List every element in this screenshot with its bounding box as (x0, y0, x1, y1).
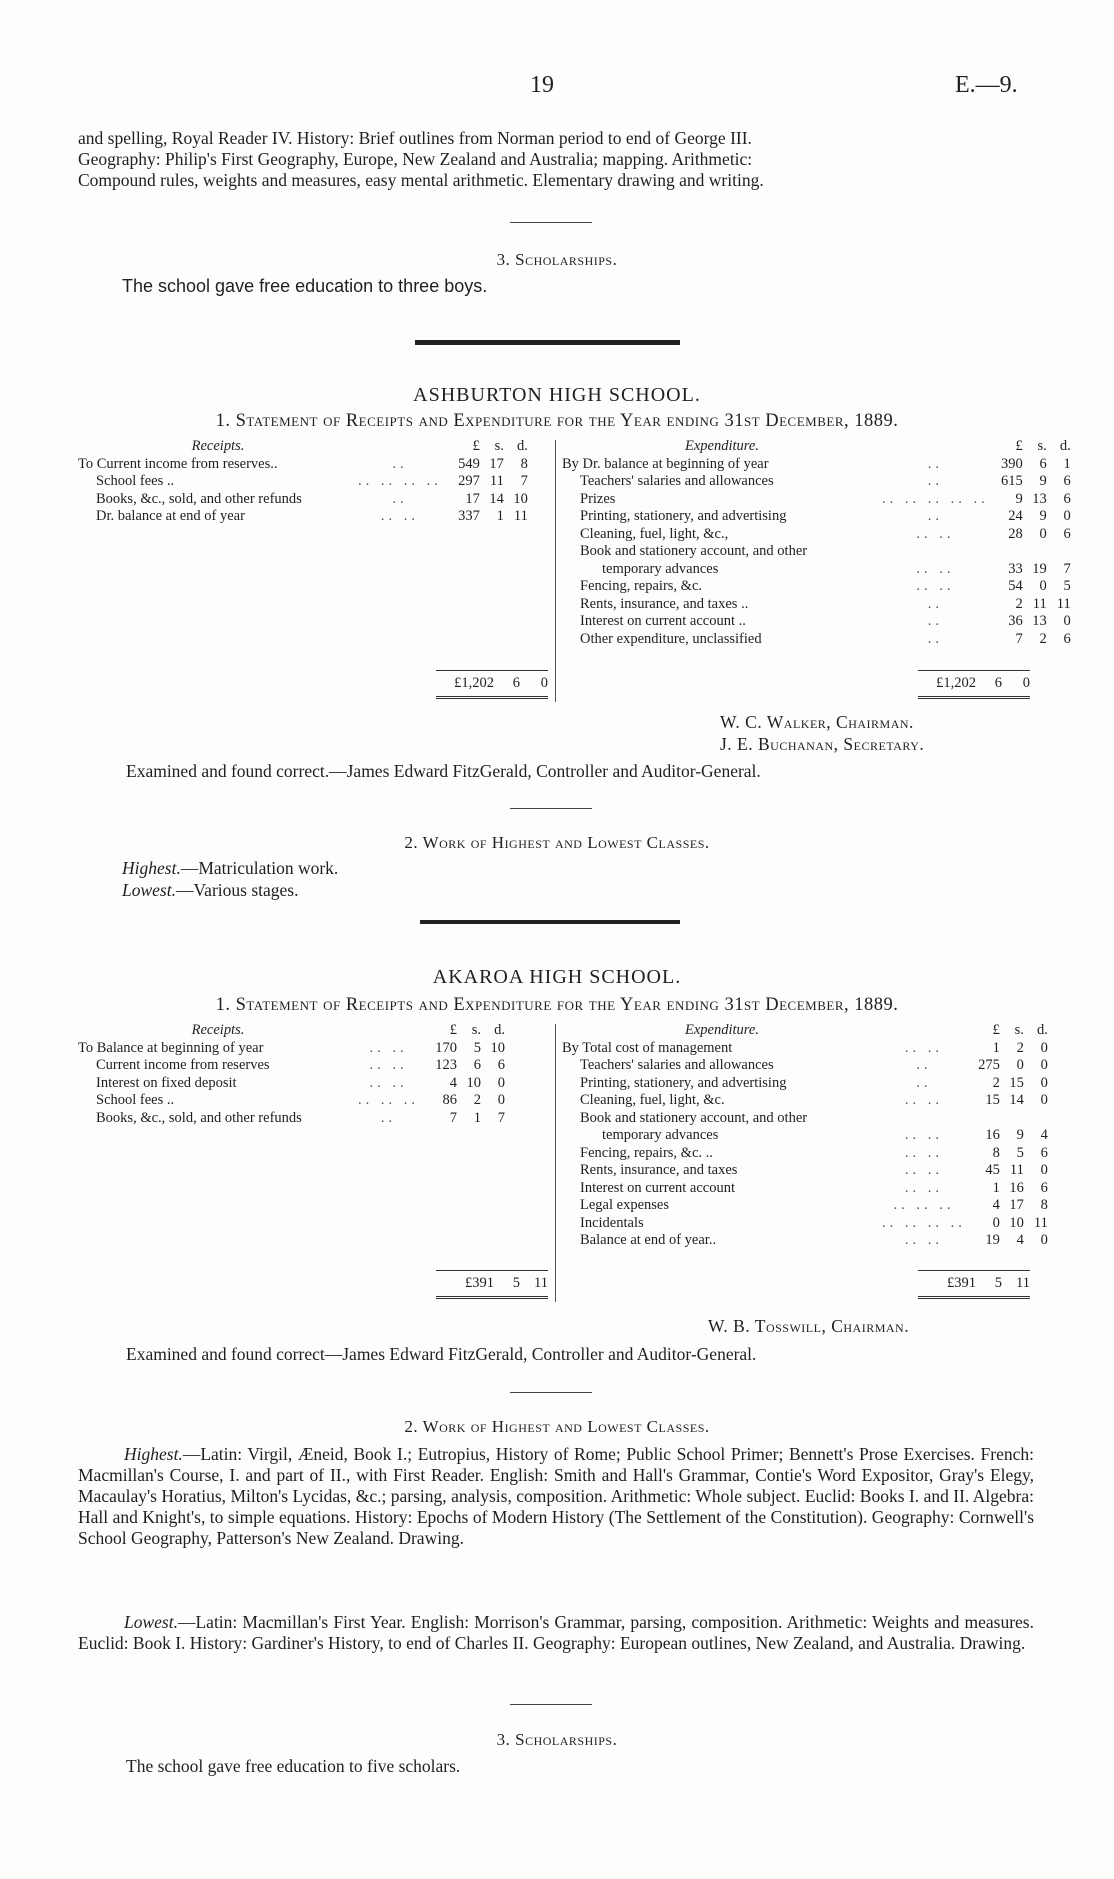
table-row: Teachers' salaries and allowances .. 275 0 0 (580, 1057, 1048, 1073)
table-row: Printing, stationery, and advertising .. 24 9 0 (580, 508, 1071, 524)
table-row: Interest on current account .. .. 36 13 0 (580, 613, 1071, 629)
work-heading: 2. Work of Highest and Lowest Classes. (404, 833, 710, 852)
receipts-table (78, 438, 528, 526)
table-row: Cleaning, fuel, light, &c. .. .. 15 14 0 (580, 1092, 1048, 1108)
table-row: Fencing, repairs, &c. .. .. 54 0 5 (580, 578, 1071, 594)
divider (510, 1392, 592, 1393)
expenditure-total: £1,202 6 0 (918, 670, 1030, 699)
examined-statement: Examined and found correct—James Edward FitzGerald, Controller and Auditor-General. (126, 1344, 757, 1364)
statement-title: 1. Statement of Receipts and Expenditure for the Year ending 31st December, 1889. (215, 995, 899, 1015)
column-divider (555, 1024, 556, 1302)
table-row: Cleaning, fuel, light, &c., .. .. 28 0 6 (580, 525, 1071, 542)
column-divider (555, 440, 556, 702)
scholarships-heading: 3. Scholarships. (496, 250, 618, 269)
examined-statement: Examined and found correct.—James Edward FitzGerald, Controller and Auditor-General. (126, 761, 761, 781)
scholarships-text: The school gave free education to three boys. (122, 276, 488, 296)
statement-title: 1. Statement of Receipts and Expenditure for the Year ending 31st December, 1889. (215, 411, 899, 431)
prev-line: and spelling, Royal Reader IV. History: Brief outlines from Norman period to end of George III. (78, 128, 752, 148)
table-row: Book and stationery account, and other (580, 543, 808, 559)
signature-chairman: W. B. Tosswill, Chairman. (708, 1316, 910, 1336)
receipts-total: £1,202 6 0 (436, 670, 548, 699)
divider (510, 222, 592, 223)
signature-secretary: J. E. Buchanan, Secretary. (720, 734, 925, 754)
prev-line: Compound rules, weights and measures, easy mental arithmetic. Elementary drawing and writing. (78, 170, 764, 190)
table-row: By Dr. balance at beginning of year .. 390 6 1 (562, 455, 1071, 472)
divider (510, 808, 592, 809)
receipts-total: £391 5 11 (436, 1270, 548, 1299)
section-divider (415, 340, 680, 345)
table-row: temporary advances .. .. 16 9 4 (602, 1127, 1048, 1143)
col-shilling: s. (494, 438, 504, 454)
prev-line: Geography: Philip's First Geography, Europe, New Zealand and Australia; mapping. Arithmetic: (78, 149, 753, 169)
table-row: Fencing, repairs, &c. .. .. .. 8 5 6 (580, 1144, 1048, 1161)
table-row: Books, &c., sold, and other refunds .. 7 1 7 (96, 1109, 505, 1126)
page-number: 19 (530, 72, 554, 98)
table-row: School fees .. .. .. .. .. 297 11 7 (96, 473, 528, 489)
table-row: Balance at end of year.. .. .. 19 4 0 (580, 1232, 1048, 1248)
receipts-table: Receipts. £ s. d. To Balance at beginning of year .. .. 170 5 10 Current income from reserves .. .. 123 6 6 Interest on fixed deposit .. .. 4 10 0 School fees .. .. .. .. 86 2 0 Books, &c., sold, and other refunds .. 7 1 7 (78, 1022, 505, 1126)
col-pence: d. (517, 438, 528, 454)
highest-class: Highest.—Matriculation work. (122, 858, 339, 878)
signature-chairman: W. C. Walker, Chairman. (720, 712, 914, 732)
table-row: Legal expenses .. .. .. 4 17 8 (580, 1197, 1048, 1213)
ashburton-receipts (78, 438, 528, 526)
table-row: By Total cost of management .. .. 1 2 0 (562, 1039, 1048, 1056)
divider (510, 1704, 592, 1705)
school-title-ashburton: ASHBURTON HIGH SCHOOL. (413, 384, 701, 406)
table-row: Current income from reserves .. .. 123 6 6 (96, 1057, 505, 1073)
work-heading: 2. Work of Highest and Lowest Classes. (404, 1417, 710, 1436)
school-title-akaroa: AKAROA HIGH SCHOOL. (432, 966, 682, 988)
ashburton-expenditure (562, 438, 1071, 648)
table-row: Book and stationery account, and other (580, 1109, 808, 1126)
table-row: Dr. balance at end of year .. .. 337 1 11 (96, 508, 528, 524)
col-pound: £ (472, 438, 480, 454)
table-row: To Balance at beginning of year .. .. 170 5 10 (78, 1039, 505, 1056)
prev-section-text (78, 128, 1034, 191)
table-row: Rents, insurance, and taxes .. .. 45 11 0 (580, 1162, 1048, 1178)
receipts-header: Receipts. (191, 1022, 245, 1038)
receipts-header: Receipts. (191, 438, 245, 454)
scholarships-heading: 3. Scholarships. (496, 1730, 618, 1749)
table-row: Incidentals .. .. .. .. 0 10 11 (580, 1214, 1048, 1231)
expenditure-table: Expenditure. £ s. d. By Total cost of management .. .. 1 2 0 Teachers' salaries and allowances .. 275 0 0 Printing, stationery, and advertising .. 2 15 0 Cleaning, fuel, light, &c. .. .. 15 14 0 Book and stationery account, and other temporary advances .. .. 16 9 4 Fencing, repairs, &c. .. .. .. 8 5 6 Rents, insurance, and taxes .. .. 45 11 0 Interest on current account .. .. 1 16 6 Legal expenses .. .. .. 4 17 8 Incidentals .. .. .. .. 0 10 11 Balance at end of year.. .. .. 19 4 0 (562, 1022, 1048, 1248)
table-row: Books, &c., sold, and other refunds .. 17 14 10 (96, 490, 528, 507)
table-row: Interest on current account .. .. 1 16 6 (580, 1179, 1048, 1196)
section-divider (420, 920, 680, 924)
scholarships-text: The school gave free education to five scholars. (126, 1756, 461, 1776)
akaroa-receipts (78, 1022, 505, 1127)
lowest-class: Lowest.—Latin: Macmillan's First Year. English: Morrison's Grammar, parsing, composition. Arithmetic: Weights and measures. Euclid: Book I. History: Gardiner's History, to end of Charles II. Geography: European outlines, New Zealand, and Australia. Drawing. (78, 1612, 1034, 1653)
table-row: Rents, insurance, and taxes .. .. 2 11 11 (580, 595, 1071, 612)
table-row: Interest on fixed deposit .. .. 4 10 0 (96, 1074, 505, 1091)
table-row: temporary advances .. .. 33 19 7 (602, 560, 1071, 577)
page-reference: E.—9. (955, 72, 1018, 98)
expenditure-header: Expenditure. (685, 438, 759, 454)
akaroa-expenditure (562, 1022, 1048, 1250)
expenditure-header: Expenditure. (685, 1022, 759, 1038)
lowest-class: Lowest.—Various stages. (122, 880, 299, 900)
expenditure-table: Expenditure. £ s. d. By Dr. balance at beginning of year .. 390 6 1 Teachers' salaries and allowances .. 615 9 6 Prizes .. .. .. .. .. 9 13 6 Printing, stationery, and advertising .. 24 9 0 Cleaning, fuel, light, &c., .. .. 28 0 6 Book and stationery account, and other temporary advances .. .. 33 19 7 Fencing, repairs, &c. .. .. 54 0 5 Rents, insurance, and taxes .. .. 2 11 11 Interest on current account .. .. 36 13 0 Other expenditure, unclassified .. 7 2 6 (562, 438, 1071, 647)
table-row: Other expenditure, unclassified .. 7 2 6 (580, 630, 1071, 647)
highest-class: Highest.—Latin: Virgil, Æneid, Book I.; Eutropius, History of Rome; Public School Primer; Bennett's Prose Exercises. French: Macmillan's Course, I. and part of II., with First Reader. English: Smith and Hall's Grammar, Contie's Word Expositor, Gray's Elegy, Macaulay's Horatius, Milton's Lycidas, &c.; parsing, analysis, composition. Arithmetic: Whole subject. Euclid: Books I. and II. Algebra: Hall and Knight's, to simple equations. History: Epochs of Modern History (The Settlement of the Constitution). Geography: Cornwell's School Geography, Patterson's New Zealand. Drawing. (78, 1444, 1034, 1548)
table-row: Prizes .. .. .. .. .. 9 13 6 (580, 490, 1071, 507)
table-row: School fees .. .. .. .. 86 2 0 (96, 1092, 505, 1108)
table-row: Teachers' salaries and allowances .. 615 9 6 (580, 473, 1071, 489)
expenditure-total: £391 5 11 (918, 1270, 1030, 1299)
table-row: Printing, stationery, and advertising .. 2 15 0 (580, 1074, 1048, 1091)
table-row: To Current income from reserves.. .. 549 17 8 (78, 455, 528, 472)
